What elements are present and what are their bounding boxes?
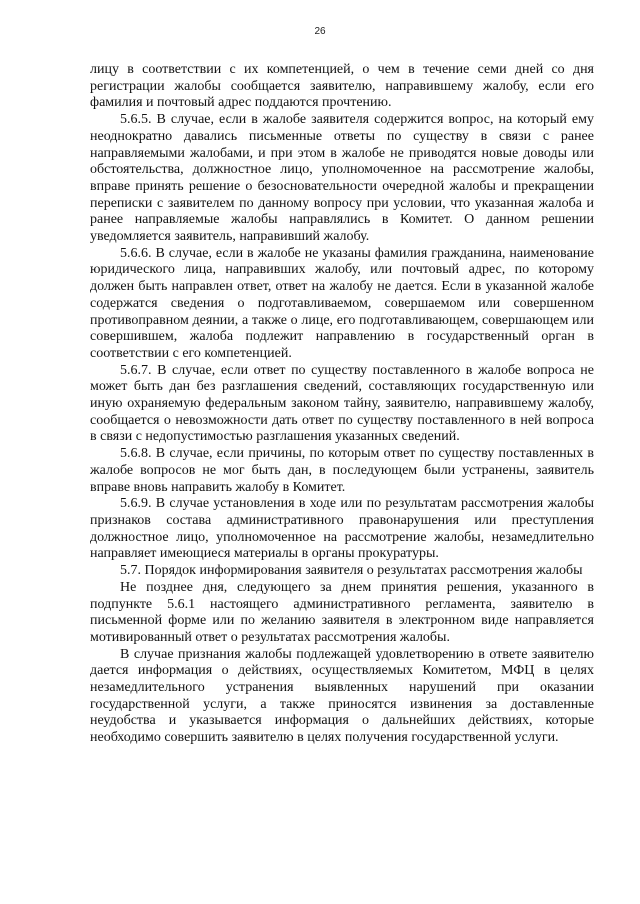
paragraph-continuation: лицу в соответствии с их компетенцией, о чем в течение семи дней со дня регистрации жалобы сообщается заявителю, направившему жалобу, если его фамилия и почтовый адрес поддаются прочтению. — [90, 62, 594, 111]
paragraph-5-6-9: 5.6.9. В случае установления в ходе или по результатам рассмотрения жалобы признаков состава административного правонарушения или преступления должностное лицо, уполномоченное на рассмотрение жалобы, незамедлительно направляет имеющиеся материалы в органы прокуратуры. — [90, 496, 594, 562]
paragraph-5-6-5: 5.6.5. В случае, если в жалобе заявителя содержится вопрос, на который ему неоднократно давались письменные ответы по существу в связи с ранее направляемыми жалобами, и при этом в жалобе не приводятся новые доводы или обстоятельства, должностное лицо, уполномоченное на рассмотрение жалобы, вправе принять решение о безосновательности очередной жалобы и прекращении переписки с заявителем по данному вопросу при условии, что указанная жалоба и ранее направляемые жалобы направлялись в Комитет. О данном решении уведомляется заявитель, направивший жалобу. — [90, 112, 594, 245]
section-heading-5-7: 5.7. Порядок информирования заявителя о результатах рассмотрения жалобы — [120, 563, 583, 579]
page-number: 26 — [314, 26, 326, 37]
paragraph-response-deadline: Не позднее дня, следующего за днем принятия решения, указанного в подпункте 5.6.1 настоящего административного регламента, заявителю в письменной форме или по желанию заявителя в электронном виде направляется мотивированный ответ о результатах рассмотрения жалобы. — [90, 579, 594, 645]
document-body — [90, 62, 594, 747]
paragraph-5-6-8: 5.6.8. В случае, если причины, по которым ответ по существу поставленных в жалобе вопросов не мог быть дан, в последующем были устранены, заявитель вправе вновь направить жалобу в Комитет. — [90, 446, 594, 495]
paragraph-5-6-7: 5.6.7. В случае, если ответ по существу поставленного в жалобе вопроса не может быть дан без разглашения сведений, составляющих государственную или иную охраняемую федеральным законом тайну, заявителю, направившему жалобу, сообщается о невозможности дать ответ по существу поставленного в ней вопроса в связи с недопустимостью разглашения указанных сведений. — [90, 362, 594, 445]
paragraph-complaint-satisfied: В случае признания жалобы подлежащей удовлетворению в ответе заявителю дается информация о действиях, осуществляемых Комитетом, МФЦ в целях незамедлительного устранения выявленных нарушений при оказании государственной услуги, а также приносятся извинения за доставленные неудобства и указывается информация о дальнейших действиях, которые необходимо совершить заявителю в целях получения государственной услуги. — [90, 646, 594, 746]
paragraph-5-6-6: 5.6.6. В случае, если в жалобе не указаны фамилия гражданина, наименование юридического лица, направивших жалобу, или почтовый адрес, по которому должен быть направлен ответ, ответ на жалобу не дается. Если в указанной жалобе содержатся сведения о подготавливаемом, совершаемом или совершенном противоправном деянии, а также о лице, его подготавливающем, совершающем или совершившем, жалоба подлежит направлению в государственный орган в соответствии с его компетенцией. — [90, 245, 594, 361]
